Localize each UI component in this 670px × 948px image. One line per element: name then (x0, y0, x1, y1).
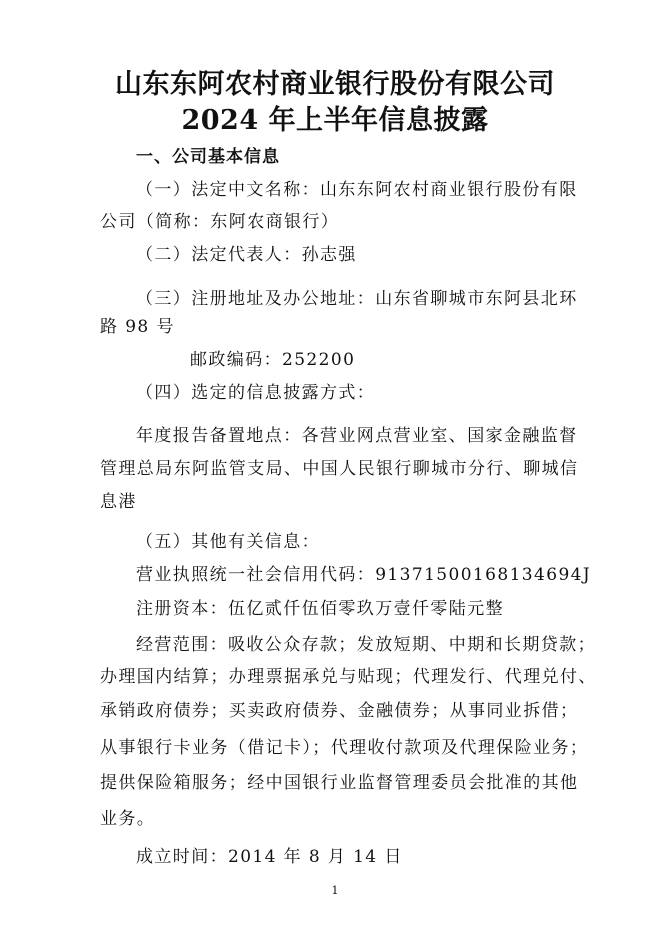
annual-report-locations-continued-2: 息港 (100, 492, 137, 512)
business-scope-line-1: 经营范围：吸收公众存款；发放短期、中期和长期贷款； (136, 635, 596, 655)
business-scope-line-3: 承销政府债券；买卖政府债券、金融债券；从事同业拆借； (100, 701, 579, 721)
business-scope-line-4: 从事银行卡业务（借记卡）；代理收付款项及代理保险业务； (100, 738, 589, 758)
annual-report-locations: 年度报告备置地点：各营业网点营业室、国家金融监督 (136, 426, 578, 446)
business-scope-line-5: 提供保险箱服务；经中国银行业监督管理委员会批准的其他 (100, 773, 579, 793)
legal-chinese-name-label: （一）法定中文名称：山东东阿农村商业银行股份有限 (136, 180, 578, 200)
document-title-line1: 山东东阿农村商业银行股份有限公司 (115, 69, 555, 100)
disclosure-method-heading: （四）选定的信息披露方式： (136, 383, 376, 403)
establishment-date: 成立时间：2014 年 8 月 14 日 (136, 847, 403, 867)
registered-address-continued: 路 98 号 (100, 317, 175, 337)
registered-address: （三）注册地址及办公地址：山东省聊城市东阿县北环 (136, 289, 578, 309)
legal-representative: （二）法定代表人：孙志强 (136, 245, 357, 265)
business-scope-line-6: 业务。 (100, 809, 156, 829)
legal-chinese-name-continued: 公司（简称：东阿农商银行） (100, 212, 340, 232)
registered-capital: 注册资本：伍亿贰仟伍佰零玖万壹仟零陆元整 (136, 599, 504, 619)
document-title-line2: 2024 年上半年信息披露 (181, 105, 489, 136)
page-number: 1 (331, 884, 339, 897)
credit-code: 营业执照统一社会信用代码：91371500168134694J (136, 565, 592, 585)
postal-code: 邮政编码：252200 (190, 350, 356, 370)
other-info-heading: （五）其他有关信息： (136, 532, 320, 552)
section-heading: 一、公司基本信息 (136, 147, 280, 167)
business-scope-line-2: 办理国内结算；办理票据承兑与贴现；代理发行、代理兑付、 (100, 667, 597, 687)
annual-report-locations-continued-1: 管理总局东阿监管支局、中国人民银行聊城市分行、聊城信 (100, 459, 579, 479)
